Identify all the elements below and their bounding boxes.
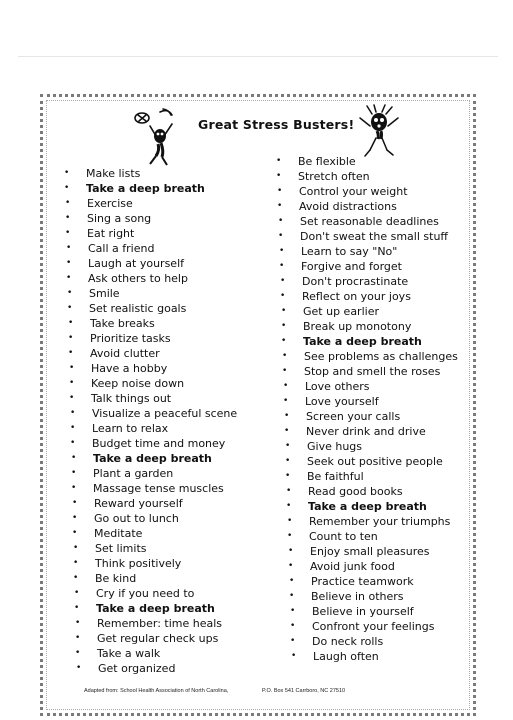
list-item — [284, 409, 460, 424]
list-item-text: Enjoy small pleasures — [310, 545, 430, 558]
bullet-icon: • — [283, 396, 289, 406]
list-item-text: Ask others to help — [88, 272, 188, 285]
list-item-text: Give hugs — [307, 440, 363, 453]
list-item — [286, 499, 462, 514]
list-item — [276, 154, 452, 169]
bullet-icon: • — [70, 408, 76, 418]
bullet-icon: • — [279, 246, 285, 256]
bullet-icon: • — [70, 438, 76, 448]
bullet-icon: • — [287, 516, 293, 526]
list-item — [67, 301, 234, 316]
list-item — [66, 271, 233, 286]
list-item-text: Avoid distractions — [299, 200, 397, 213]
list-item-text: Go out to lunch — [94, 512, 179, 525]
list-item — [68, 316, 235, 331]
bullet-icon: • — [277, 201, 283, 211]
bullet-icon: • — [65, 198, 71, 208]
list-item — [64, 166, 231, 181]
list-item-text: Budget time and money — [92, 437, 226, 450]
list-item — [288, 544, 464, 559]
list-item-text: Take a deep breath — [303, 335, 422, 348]
list-item — [279, 244, 455, 259]
list-item-text: Avoid clutter — [90, 347, 160, 360]
list-item-text: Visualize a peaceful scene — [92, 407, 238, 420]
list-item-text: Smile — [89, 287, 120, 300]
list-item-text: Eat right — [87, 227, 135, 240]
bullet-icon: • — [280, 291, 286, 301]
bullet-icon: • — [283, 381, 289, 391]
list-item-text: Talk things out — [91, 392, 172, 405]
bullet-icon: • — [68, 348, 74, 358]
list-item-text: Learn to say "No" — [301, 245, 398, 258]
list-item — [290, 619, 466, 634]
list-item — [285, 469, 461, 484]
list-item-text: Love yourself — [305, 395, 379, 408]
bullet-icon: • — [74, 588, 80, 598]
bullet-icon: • — [286, 501, 292, 511]
bullet-icon: • — [72, 513, 78, 523]
list-item-text: Remember your triumphs — [309, 515, 451, 528]
list-item — [69, 391, 236, 406]
list-item — [69, 361, 236, 376]
list-item — [279, 259, 455, 274]
list-item — [283, 379, 459, 394]
bullet-icon: • — [282, 366, 288, 376]
list-item-text: Plant a garden — [93, 467, 174, 480]
bullet-icon: • — [285, 471, 291, 481]
bullet-icon: • — [286, 486, 292, 496]
stress-busters-right-list — [276, 154, 458, 664]
list-item — [76, 661, 243, 676]
list-item — [75, 631, 242, 646]
list-item-text: Learn to relax — [92, 422, 169, 435]
list-item-text: Take a deep breath — [86, 182, 205, 195]
list-item-text: Practice teamwork — [311, 575, 414, 588]
bullet-icon: • — [64, 183, 70, 193]
list-item — [280, 274, 456, 289]
bullet-icon: • — [75, 648, 81, 658]
bullet-icon: • — [290, 636, 296, 646]
list-item-text: Never drink and drive — [306, 425, 426, 438]
bullet-icon: • — [282, 351, 288, 361]
bullet-icon: • — [68, 333, 74, 343]
list-item — [277, 184, 453, 199]
list-item-text: Avoid junk food — [310, 560, 395, 573]
list-item — [73, 571, 240, 586]
list-item — [284, 424, 460, 439]
list-item-text: Set realistic goals — [89, 302, 187, 315]
list-item — [281, 304, 457, 319]
bullet-icon: • — [285, 441, 291, 451]
list-item — [71, 466, 238, 481]
list-item-text: Be faithful — [307, 470, 364, 483]
list-item-text: Take breaks — [90, 317, 155, 330]
list-item — [72, 511, 239, 526]
bullet-icon: • — [287, 531, 293, 541]
list-item-text: Get organized — [98, 662, 176, 675]
list-item-text: Reward yourself — [94, 497, 183, 510]
bullet-icon: • — [281, 321, 287, 331]
list-item-text: Stretch often — [298, 170, 370, 183]
list-item-text: Set limits — [95, 542, 147, 555]
list-item-text: Stop and smell the roses — [304, 365, 441, 378]
list-item — [71, 451, 238, 466]
bullet-icon: • — [288, 546, 294, 556]
list-item — [75, 646, 242, 661]
list-item-text: Don't sweat the small stuff — [300, 230, 448, 243]
bullet-icon: • — [276, 156, 282, 166]
list-item — [72, 496, 239, 511]
footer-address: P.O. Box 541 Carrboro, NC 27510 — [262, 688, 346, 694]
bullet-icon: • — [65, 213, 71, 223]
footer-adapted-from: Adapted from: School Health Association of North Carolina, — [84, 688, 229, 694]
list-item — [74, 601, 241, 616]
bullet-icon: • — [290, 621, 296, 631]
list-item — [69, 376, 236, 391]
list-item — [285, 454, 461, 469]
bullet-icon: • — [281, 306, 287, 316]
list-item — [289, 574, 465, 589]
bullet-icon: • — [285, 456, 291, 466]
list-item-text: Cry if you need to — [96, 587, 195, 600]
list-item — [286, 484, 462, 499]
bullet-icon: • — [66, 258, 72, 268]
list-item — [65, 196, 232, 211]
list-item — [288, 559, 464, 574]
bullet-icon: • — [71, 453, 77, 463]
bullet-icon: • — [277, 186, 283, 196]
bullet-icon: • — [276, 171, 282, 181]
list-item — [290, 604, 466, 619]
list-item — [68, 346, 235, 361]
list-item — [64, 181, 231, 196]
list-item-text: Remember: time heals — [97, 617, 223, 630]
bullet-icon: • — [75, 633, 81, 643]
bullet-icon: • — [67, 288, 73, 298]
list-item-text: Make lists — [86, 167, 141, 180]
bullet-icon: • — [64, 168, 70, 178]
list-item-text: Meditate — [94, 527, 143, 540]
list-item-text: See problems as challenges — [304, 350, 458, 363]
bullet-icon: • — [288, 561, 294, 571]
juggling-stick-figure-icon — [130, 106, 188, 168]
list-item-text: Believe in others — [311, 590, 404, 603]
list-item-text: Get regular check ups — [97, 632, 219, 645]
list-item — [74, 586, 241, 601]
list-item — [291, 649, 467, 664]
bullet-icon: • — [73, 543, 79, 553]
list-item-text: Screen your calls — [306, 410, 401, 423]
list-item — [70, 406, 238, 421]
list-item-text: Keep noise down — [91, 377, 185, 390]
list-item-text: Reflect on your joys — [302, 290, 411, 303]
bullet-icon: • — [281, 336, 287, 346]
list-item — [65, 211, 232, 226]
list-item — [73, 541, 240, 556]
bullet-icon: • — [284, 411, 290, 421]
bullet-icon: • — [289, 591, 295, 601]
bullet-icon: • — [291, 651, 297, 661]
list-item — [282, 364, 458, 379]
bullet-icon: • — [290, 606, 296, 616]
list-item-text: Control your weight — [299, 185, 408, 198]
list-item — [287, 529, 463, 544]
list-item — [66, 256, 233, 271]
list-item — [68, 331, 235, 346]
list-item-text: Get up earlier — [303, 305, 379, 318]
list-item — [72, 526, 239, 541]
bullet-icon: • — [278, 231, 284, 241]
scan-edge-line — [18, 56, 498, 57]
list-item — [278, 214, 454, 229]
bullet-icon: • — [279, 261, 285, 271]
list-item-text: Be flexible — [298, 155, 356, 168]
list-item — [283, 394, 459, 409]
list-item-text: Be kind — [95, 572, 137, 585]
list-item-text: Laugh often — [313, 650, 379, 663]
list-item-text: Exercise — [87, 197, 133, 210]
bullet-icon: • — [66, 273, 72, 283]
bullet-icon: • — [74, 603, 80, 613]
list-item — [280, 289, 456, 304]
list-item — [281, 319, 457, 334]
list-item — [71, 481, 238, 496]
bullet-icon: • — [280, 276, 286, 286]
list-item-text: Do neck rolls — [312, 635, 384, 648]
bullet-icon: • — [67, 303, 73, 313]
bullet-icon: • — [65, 228, 71, 238]
bullet-icon: • — [70, 423, 76, 433]
list-item-text: Confront your feelings — [312, 620, 435, 633]
bullet-icon: • — [73, 558, 79, 568]
list-item-text: Take a deep breath — [93, 452, 212, 465]
list-item — [276, 169, 452, 184]
bullet-icon: • — [69, 378, 75, 388]
list-item — [66, 241, 233, 256]
list-item-text: Laugh at yourself — [88, 257, 185, 270]
bullet-icon: • — [71, 468, 77, 478]
list-item-text: Think positively — [95, 557, 182, 570]
list-item-text: Take a deep breath — [308, 500, 427, 513]
bullet-icon: • — [72, 528, 78, 538]
list-item — [287, 514, 463, 529]
list-item — [277, 199, 453, 214]
bullet-icon: • — [73, 573, 79, 583]
bullet-icon: • — [66, 243, 72, 253]
list-item-text: Call a friend — [88, 242, 155, 255]
bullet-icon: • — [69, 363, 75, 373]
bullet-icon: • — [68, 318, 74, 328]
list-item-text: Seek out positive people — [307, 455, 443, 468]
list-item — [75, 616, 242, 631]
list-item — [70, 421, 237, 436]
list-item-text: Prioritize tasks — [90, 332, 171, 345]
stress-busters-left-list — [64, 166, 238, 676]
list-item — [281, 334, 457, 349]
list-item-text: Set reasonable deadlines — [300, 215, 439, 228]
list-item — [70, 436, 237, 451]
list-item-text: Have a hobby — [91, 362, 168, 375]
page-title: Great Stress Busters! — [198, 117, 355, 132]
list-item-text: Massage tense muscles — [93, 482, 224, 495]
list-item-text: Take a deep breath — [96, 602, 215, 615]
list-item — [282, 349, 458, 364]
list-item-text: Don't procrastinate — [302, 275, 409, 288]
list-item-text: Forgive and forget — [301, 260, 402, 273]
list-item — [278, 229, 454, 244]
list-item — [285, 439, 461, 454]
list-item-text: Read good books — [308, 485, 403, 498]
list-item-text: Believe in yourself — [312, 605, 414, 618]
bullet-icon: • — [284, 426, 290, 436]
bullet-icon: • — [69, 393, 75, 403]
list-item — [65, 226, 232, 241]
bullet-icon: • — [289, 576, 295, 586]
list-item — [290, 634, 466, 649]
bullet-icon: • — [75, 618, 81, 628]
list-item-text: Take a walk — [97, 647, 161, 660]
list-item-text: Love others — [305, 380, 370, 393]
bullet-icon: • — [72, 498, 78, 508]
list-item-text: Break up monotony — [303, 320, 412, 333]
bullet-icon: • — [71, 483, 77, 493]
list-item-text: Sing a song — [87, 212, 152, 225]
bullet-icon: • — [76, 663, 82, 673]
list-item — [289, 589, 465, 604]
list-item — [67, 286, 234, 301]
list-item-text: Count to ten — [309, 530, 378, 543]
list-item — [73, 556, 240, 571]
bullet-icon: • — [278, 216, 284, 226]
